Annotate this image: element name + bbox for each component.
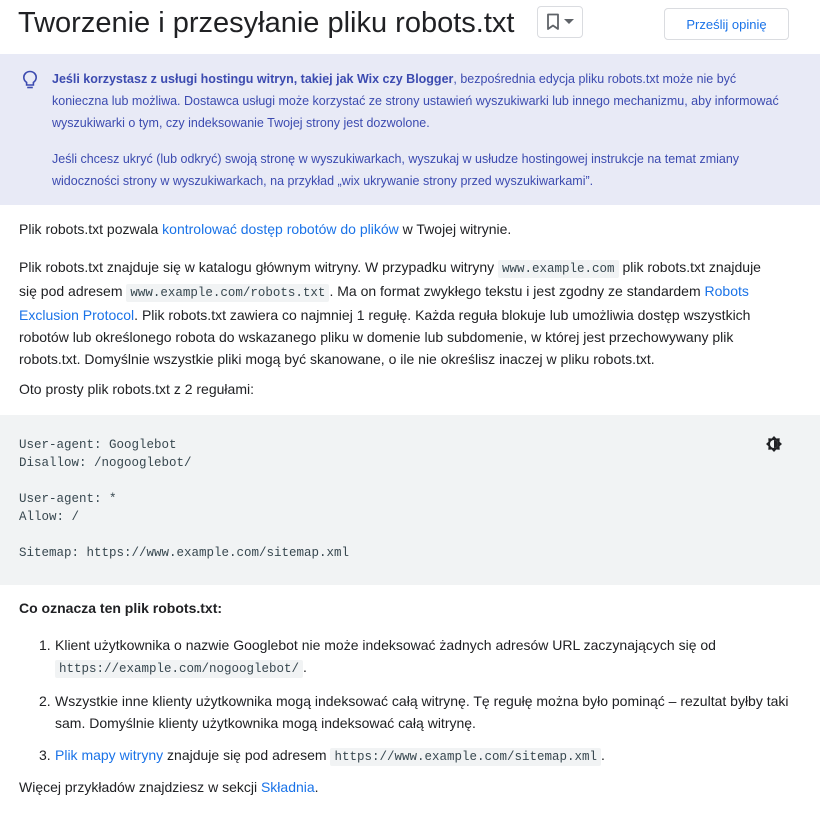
hosting-note	[0, 54, 820, 205]
example-intro: Oto prosty plik robots.txt z 2 regułami:	[19, 381, 254, 397]
list-number: 3.	[39, 747, 51, 763]
list-text: Wszystkie inne klienty użytkownika mogą indeksować całą witrynę. Tę regułę można było pominąć – rezultat byłby taki sam. Domyślnie klienty użytkownika mogą indeksować całą witrynę.	[55, 693, 789, 731]
intro-text: Plik robots.txt pozwala	[19, 221, 163, 237]
note-text: , bezpośrednia edycja pliku robots.txt może nie być konieczna lub możliwa. Dostawca usługi może korzystać ze strony ustawień wyszukiwarki lub innego mechanizmu, aby informować wyszukiwarki o tym, czy indeksowanie Twojej strony jest dozwolone.	[52, 72, 779, 130]
lightbulb-icon	[22, 70, 38, 90]
list-number: 1.	[39, 637, 51, 653]
bookmark-button[interactable]	[537, 6, 583, 38]
control-access-link[interactable]: kontrolować dostęp robotów do plików	[162, 221, 399, 237]
para-text: Plik robots.txt znajduje się w katalogu głównym witryny. W przypadku witryny	[19, 259, 499, 275]
meaning-heading: Co oznacza ten plik robots.txt:	[19, 600, 223, 616]
list-text: znajduje się pod adresem	[163, 747, 331, 763]
code-robots-url: www.example.com/robots.txt	[126, 284, 329, 302]
list-item	[19, 634, 799, 680]
list-text-end: .	[601, 747, 605, 763]
code-nogooglebot: https://example.com/nogooglebot/	[55, 660, 303, 678]
footer-text-end: .	[314, 779, 319, 795]
note-paragraph-1	[52, 68, 782, 134]
note-bold-text: Jeśli korzystasz z usługi hostingu witryn, takiej jak Wix czy Blogger	[52, 72, 454, 86]
list-number: 2.	[39, 693, 51, 709]
list-text-end: .	[303, 659, 307, 675]
sitemap-link[interactable]: Plik mapy witryny	[55, 747, 164, 763]
note-paragraph-2: Jeśli chcesz ukryć (lub odkryć) swoją stronę w wyszukiwarkach, wyszukaj w usłudze hostingowej instrukcje na temat zmiany widoczności strony w wyszukiwarkach, na przykład „wix ukrywanie strony przed wyszukiwarkami”.	[52, 152, 740, 188]
code-block	[0, 415, 820, 585]
intro-text-end: w Twojej witrynie.	[398, 221, 512, 237]
list-text: Klient użytkownika o nazwie Googlebot nie może indeksować żadnych adresów URL zaczynających się od	[55, 637, 716, 653]
location-paragraph	[19, 256, 779, 370]
chevron-down-icon	[564, 19, 574, 25]
code-domain: www.example.com	[498, 260, 619, 278]
footer-paragraph	[19, 776, 779, 798]
para-text: . Ma on format zwykłego tekstu i jest zgodny ze standardem	[329, 283, 705, 299]
send-feedback-button[interactable]: Prześlij opinię	[664, 8, 789, 40]
para-text: plik robots.txt znajduje się pod adresem	[19, 259, 761, 299]
footer-text: Więcej przykładów znajdziesz w sekcji	[19, 779, 261, 795]
meaning-list	[19, 634, 799, 778]
bookmark-icon	[546, 13, 560, 31]
brightness-toggle-icon[interactable]	[765, 435, 783, 453]
intro-paragraph	[19, 218, 779, 240]
robots-code: User-agent: Googlebot Disallow: /nogooglebot/ User-agent: * Allow: / Sitemap: https://www.example.com/sitemap.xml	[19, 438, 350, 560]
page-title: Tworzenie i przesyłanie pliku robots.txt	[18, 7, 515, 39]
page-header	[0, 0, 820, 54]
code-sitemap-url: https://www.example.com/sitemap.xml	[330, 748, 601, 766]
list-item	[19, 690, 799, 734]
list-item	[19, 744, 799, 768]
robots-exclusion-protocol-link[interactable]: Robots Exclusion Protocol	[19, 283, 749, 323]
syntax-link[interactable]: Składnia	[260, 779, 315, 795]
para-text: . Plik robots.txt zawiera co najmniej 1 regułę. Każda reguła blokuje lub umożliwia dostęp wszystkich robotów lub określonego robota do wskazanego pliku w domenie lub subdomenie, w której jest przechowywany plik robots.txt. Domyślnie wszystkie pliki mogą być skanowane, o ile nie określisz inaczej w pliku robots.txt.	[19, 307, 751, 367]
